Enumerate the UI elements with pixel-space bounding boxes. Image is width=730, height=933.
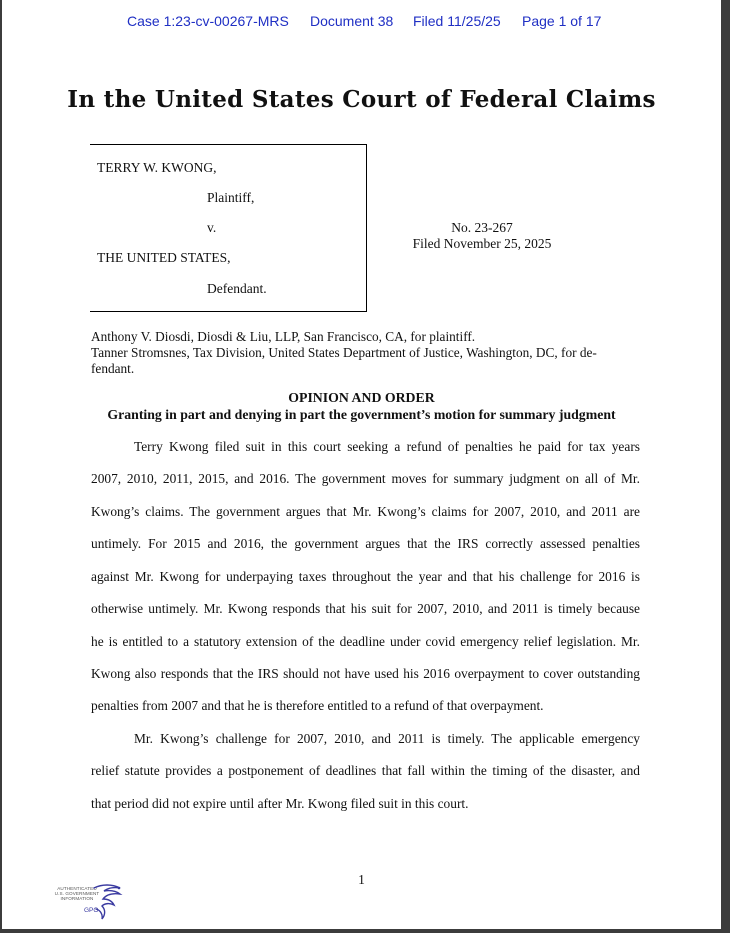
stamp-filed: Filed 11/25/25 xyxy=(413,13,501,29)
counsel-plaintiff: Anthony V. Diosdi, Diosdi & Liu, LLP, San Francisco, CA, for plaintiff. xyxy=(91,329,476,344)
body-line: against Mr. Kwong for underpaying taxes throughout the year and that his challenge for 2016 is xyxy=(91,569,640,584)
stamp-case: Case 1:23-cv-00267-MRS xyxy=(127,13,289,29)
document-page xyxy=(2,0,721,929)
plaintiff-name: TERRY W. KWONG, xyxy=(97,160,217,175)
body-line: penalties from 2007 and that he is therefore entitled to a refund of that overpayment. xyxy=(91,698,544,713)
gpo-authentication-logo xyxy=(52,882,132,922)
docket-filed-date: Filed November 25, 2025 xyxy=(412,236,552,251)
stamp-page: Page 1 of 17 xyxy=(522,13,602,29)
body-line: Kwong’s claims. The government argues that Mr. Kwong’s claims for 2007, 2010, and 2011 are xyxy=(91,504,640,519)
plaintiff-role: Plaintiff, xyxy=(207,190,255,205)
counsel-block xyxy=(91,329,636,377)
body-line: Terry Kwong filed suit in this court seeking a refund of penalties he paid for tax years xyxy=(134,439,640,454)
gpo-eagle-icon xyxy=(90,882,126,922)
opinion-subtitle: Granting in part and denying in part the government’s motion for summary judgment xyxy=(107,407,616,422)
versus-label: v. xyxy=(207,220,217,235)
gpo-logo-text: AUTHENTICATED U.S. GOVERNMENT INFORMATION xyxy=(54,886,100,902)
docket-number: No. 23-267 xyxy=(451,220,513,235)
body-line: relief statute provides a postponement of deadlines that fall within the timing of the disaster, and xyxy=(91,763,640,778)
gpo-letters: GPO xyxy=(84,907,99,914)
counsel-defendant: Tanner Stromsnes, Tax Division, United States Department of Justice, Washington, DC, for de- xyxy=(91,345,597,360)
body-line: he is entitled to a statutory extension of the deadline under covid emergency relief legislation. Mr. xyxy=(91,634,640,649)
stamp-document: Document 38 xyxy=(310,13,394,29)
defendant-role: Defendant. xyxy=(207,281,267,296)
body-line: 2007, 2010, 2011, 2015, and 2016. The government moves for summary judgment on all of Mr. xyxy=(91,471,640,486)
body-line: untimely. For 2015 and 2016, the government argues that the IRS correctly assessed penalties xyxy=(91,536,640,551)
body-line: Mr. Kwong’s challenge for 2007, 2010, and 2011 is timely. The applicable emergency xyxy=(134,731,640,746)
court-title: In the United States Court of Federal Claims xyxy=(67,86,656,113)
body-line: Kwong also responds that the IRS should not have used his 2016 overpayment to cover outstanding xyxy=(91,666,640,681)
counsel-defendant-cont: fendant. xyxy=(91,361,135,376)
defendant-name: THE UNITED STATES, xyxy=(97,250,231,265)
docket-info xyxy=(402,220,562,252)
body-line: that period did not expire until after Mr. Kwong filed suit in this court. xyxy=(91,796,469,811)
opinion-title: OPINION AND ORDER xyxy=(288,390,435,405)
page-number: 1 xyxy=(358,872,365,887)
body-line: otherwise untimely. Mr. Kwong responds that his suit for 2007, 2010, and 2011 is timely because xyxy=(91,601,640,616)
